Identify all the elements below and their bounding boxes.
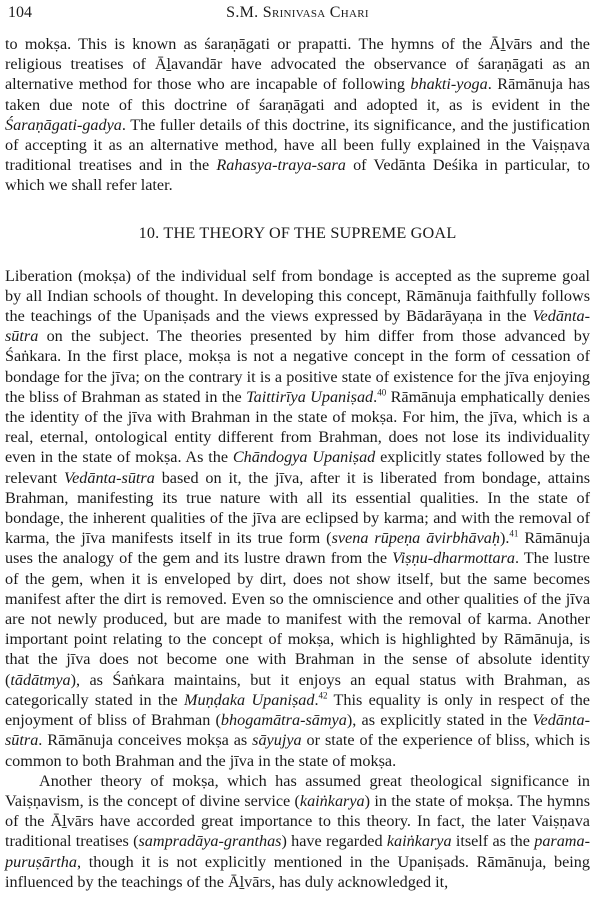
italic-term: bhakti-yoga: [410, 75, 488, 94]
italic-term: Vedānta-sūtra: [5, 307, 590, 346]
italic-term: tādātmya: [10, 670, 71, 689]
italic-term: Rahasya-traya-sara: [216, 156, 346, 175]
paragraph-kainkarya: Another theory of mokṣa, which has assumed great theological significance in Vaiṣṇavism, is the concept of divine service (kaiṅkarya) in the state of mokṣa. The hymns of the Āḻvārs have accorded great importance to this theory. In fact, the later Vaiṣṇava traditional treatises (sampradāya-granthas) have regarded kaiṅkarya itself as the parama-puruṣārtha, though it is not explicitly mentioned in the Upaniṣads. Rāmānuja, being influenced by the teachings of the Āḻvārs, has duly acknowledged it,: [5, 771, 591, 891]
running-title: [5, 0, 590, 26]
section-heading: 10. THE THEORY OF THE SUPREME GOAL: [138, 223, 457, 242]
italic-term: Vedānta-sūtra: [5, 711, 590, 750]
author-initials: S.M.: [226, 4, 263, 21]
italic-term: svena rūpeṇa āvirbhāvaḥ: [331, 529, 500, 548]
paragraph-saranagati: to mokṣa. This is known as śaraṇāgati or prapatti. The hymns of the Āḻvārs and the religious treatises of Āḻavandār have advocated the observance of śaraṇāgati as an alternative method for those who are incapable of following bhakti-yoga. Rāmānuja has taken due note of this doctrine of śaraṇāgati and adopted it, as is evident in the Śaraṇāgati-gadya. The fuller details of this doctrine, its significance, and the justification of accepting it as an alternative method, have all been fully explained in the Vaiṣṇava traditional treatises and in the Rahasya-traya-sara of Vedānta Deśika in particular, to which we shall refer later.: [5, 35, 591, 195]
paragraph-liberation: Liberation (mokṣa) of the individual self from bondage is accepted as the supreme goal by all Indian schools of thought. In developing this concept, Rāmānuja faithfully follows the teachings of the Upaniṣads and the views expressed by Bādarāyaṇa in the Vedānta-sūtra on the subject. The theories presented by him differ from those advanced by Śaṅkara. In the first place, mokṣa is not a negative concept in the form of cessation of bondage for the jīva; on the contrary it is a positive state of existence for the jīva enjoying the bliss of Brahman as stated in the Taittirīya Upaniṣad.$^{40}$ Rāmānuja emphatically denies the identity of the jīva with Brahman in the state of mokṣa. For him, the jīva, which is a real, eternal, ontological entity different from Brahman, does not lose its individuality even in the state of mokṣa. As the Chāndogya Upaniṣad explicitly states followed by the relevant Vedānta-sūtra based on it, the jīva, after it is liberated from bondage, attains Brahman, manifesting its true nature with all its essential qualities. In the state of bondage, the inherent qualities of the jīva are eclipsed by karma; and with the removal of karma, the jīva manifests itself in its true form (svena rūpeṇa āvirbhāvaḥ).$^{41}$ Rāmānuja uses the analogy of the gem and its lustre drawn from the Viṣṇu-dharmottara. The lustre of the gem, when it is enveloped by dirt, does not show itself, but the same becomes manifest after the dirt is removed. Even so the omniscience and other qualities of the jīva are not newly produced, but are made to manifest with the removal of karma. Another important point relating to the concept of mokṣa, which is highlighted by Rāmānuja, is that the jīva does not become one with Brahman in the sense of absolute identity (tādātmya), as Śaṅkara maintains, but it enjoys an equal status with Brahman, as categorically stated in the Muṇḍaka Upaniṣad.$^{42}$ This equality is only in respect of the enjoyment of bliss of Brahman (bhogamātra-sāmya), as explicitly stated in the Vedānta-sūtra. Rāmānuja conceives mokṣa as sāyujya or state of the experience of bliss, which is common to both Brahman and the jīva in the state of mokṣa.: [5, 266, 591, 770]
italic-term: parama-puruṣārtha: [5, 832, 590, 871]
italic-term: Chāndogya Upaniṣad: [232, 448, 376, 467]
italic-term: sāyujya: [252, 731, 302, 750]
italic-term: Muṇḍaka Upaniṣad: [184, 690, 315, 709]
italic-term: kaiṅkarya: [299, 791, 365, 810]
footnote-ref: 40: [377, 387, 387, 398]
footnote-ref: 41: [509, 528, 519, 539]
italic-term: Śaraṇāgati-gadya: [5, 115, 122, 134]
italic-term: Vedānta-sūtra: [64, 468, 155, 487]
italic-term: kaiṅkarya: [386, 832, 452, 851]
italic-term: Taittirīya Upaniṣad: [246, 387, 374, 406]
italic-term: bhogamātra-sāmya: [220, 711, 347, 730]
page-number: 104: [8, 4, 32, 21]
running-head: [5, 0, 590, 26]
italic-term: sampradāya-granthas: [138, 832, 282, 851]
footnote-ref: 42: [318, 690, 328, 701]
italic-term: Viṣṇu-dharmottara: [392, 549, 515, 568]
author-name: Srinivasa Chari: [262, 4, 369, 21]
